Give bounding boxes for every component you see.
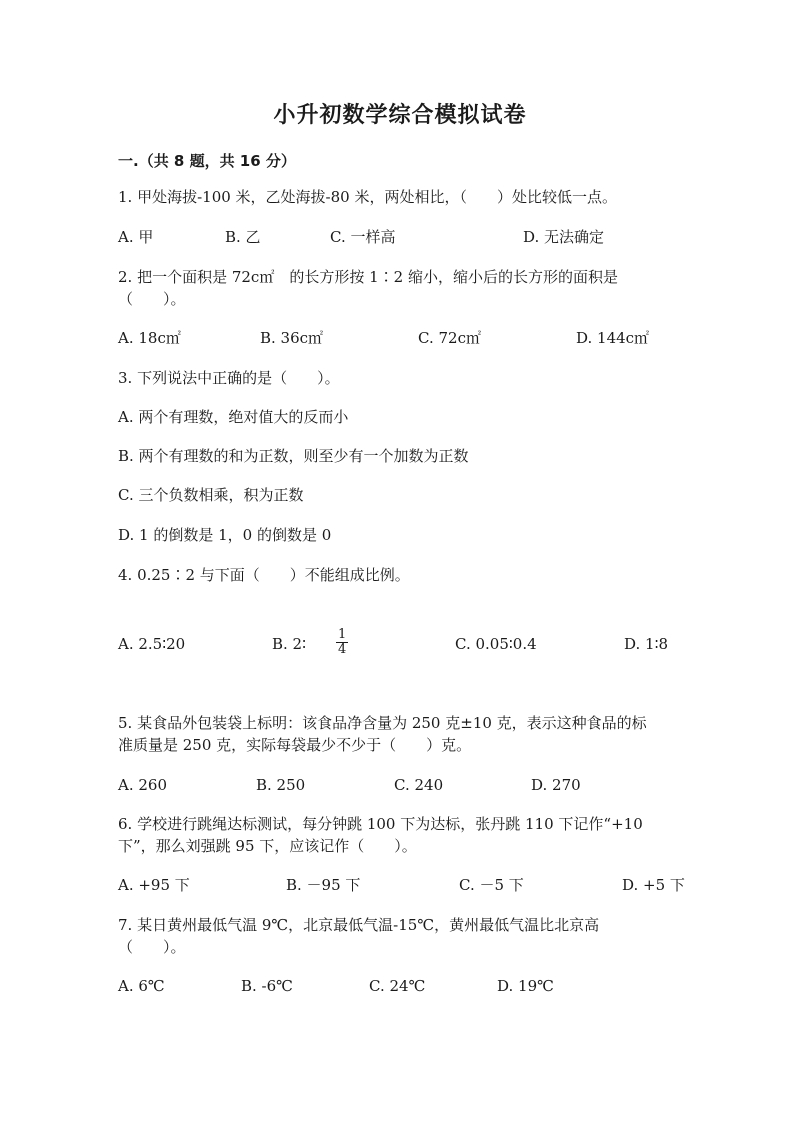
question-4-option-b-fraction [336, 628, 348, 657]
question-4-option-d: D. 1∶8 [624, 635, 669, 653]
question-5-stem-line-2: 准质量是 250 克，实际每袋最少不少于（ ）克。 [118, 736, 472, 754]
fraction-denominator: 4 [338, 642, 347, 657]
question-7-option-c: C. 24℃ [369, 977, 426, 995]
question-5-option-d: D. 270 [531, 776, 581, 794]
page-title: 小升初数学综合模拟试卷 [273, 103, 527, 128]
question-1-option-d: D. 无法确定 [523, 228, 605, 246]
question-5-option-b: B. 250 [256, 776, 306, 794]
question-2-option-c: C. 72c㎡ [418, 329, 481, 347]
fraction-numerator: 1 [338, 627, 347, 642]
question-5-stem-line-1: 5. 某食品外包装袋上标明：该食品净含量为 250 克±10 克，表示这种食品的标 [118, 714, 647, 732]
question-6-stem-line-1: 6. 学校进行跳绳达标测试，每分钟跳 100 下为达标，张丹跳 110 下记作“+10 [118, 815, 643, 833]
question-1-stem: 1. 甲处海拔-100 米，乙处海拔-80 米，两处相比，（ ）处比较低一点。 [118, 188, 617, 206]
question-4-option-b: B. 2∶ [272, 635, 307, 653]
question-6-option-c: C. －5 下 [459, 876, 524, 894]
question-7-option-d: D. 19℃ [497, 977, 554, 995]
question-2-option-d: D. 144c㎡ [576, 329, 650, 347]
section-heading: 一.（共 8 题，共 16 分） [118, 152, 296, 170]
question-2-option-b: B. 36c㎡ [260, 329, 324, 347]
question-6-stem-line-2: 下”，那么刘强跳 95 下，应该记作（ ）。 [118, 837, 417, 855]
question-3-option-b: B. 两个有理数的和为正数，则至少有一个加数为正数 [118, 447, 469, 465]
question-7-option-a: A. 6℃ [118, 977, 165, 995]
question-2-stem-line-2: （ ）。 [118, 290, 186, 308]
question-4-option-c: C. 0.05∶0.4 [455, 635, 537, 653]
question-2-option-a: A. 18c㎡ [118, 329, 181, 347]
question-5-option-c: C. 240 [394, 776, 444, 794]
question-4-option-a: A. 2.5∶20 [118, 635, 186, 653]
question-3-option-c: C. 三个负数相乘，积为正数 [118, 486, 304, 504]
question-4-stem: 4. 0.25∶2 与下面（ ）不能组成比例。 [118, 566, 410, 584]
question-2-stem-line-1: 2. 把一个面积是 72c㎡ 的长方形按 1∶2 缩小，缩小后的长方形的面积是 [118, 268, 618, 286]
question-7-option-b: B. -6℃ [241, 977, 293, 995]
question-6-option-d: D. +5 下 [622, 876, 685, 894]
question-5-option-a: A. 260 [118, 776, 167, 794]
question-1-option-c: C. 一样高 [330, 228, 396, 246]
question-6-option-a: A. +95 下 [118, 876, 190, 894]
question-3-option-d: D. 1 的倒数是 1，0 的倒数是 0 [118, 526, 332, 544]
question-7-stem-line-2: （ ）。 [118, 938, 186, 956]
question-3-option-a: A. 两个有理数，绝对值大的反而小 [118, 408, 349, 426]
question-3-stem: 3. 下列说法中正确的是（ ）。 [118, 369, 340, 387]
question-6-option-b: B. －95 下 [286, 876, 361, 894]
question-1-option-a: A. 甲 [118, 228, 154, 246]
question-1-option-b: B. 乙 [225, 228, 261, 246]
question-7-stem-line-1: 7. 某日黄州最低气温 9℃，北京最低气温-15℃，黄州最低气温比北京高 [118, 916, 600, 934]
